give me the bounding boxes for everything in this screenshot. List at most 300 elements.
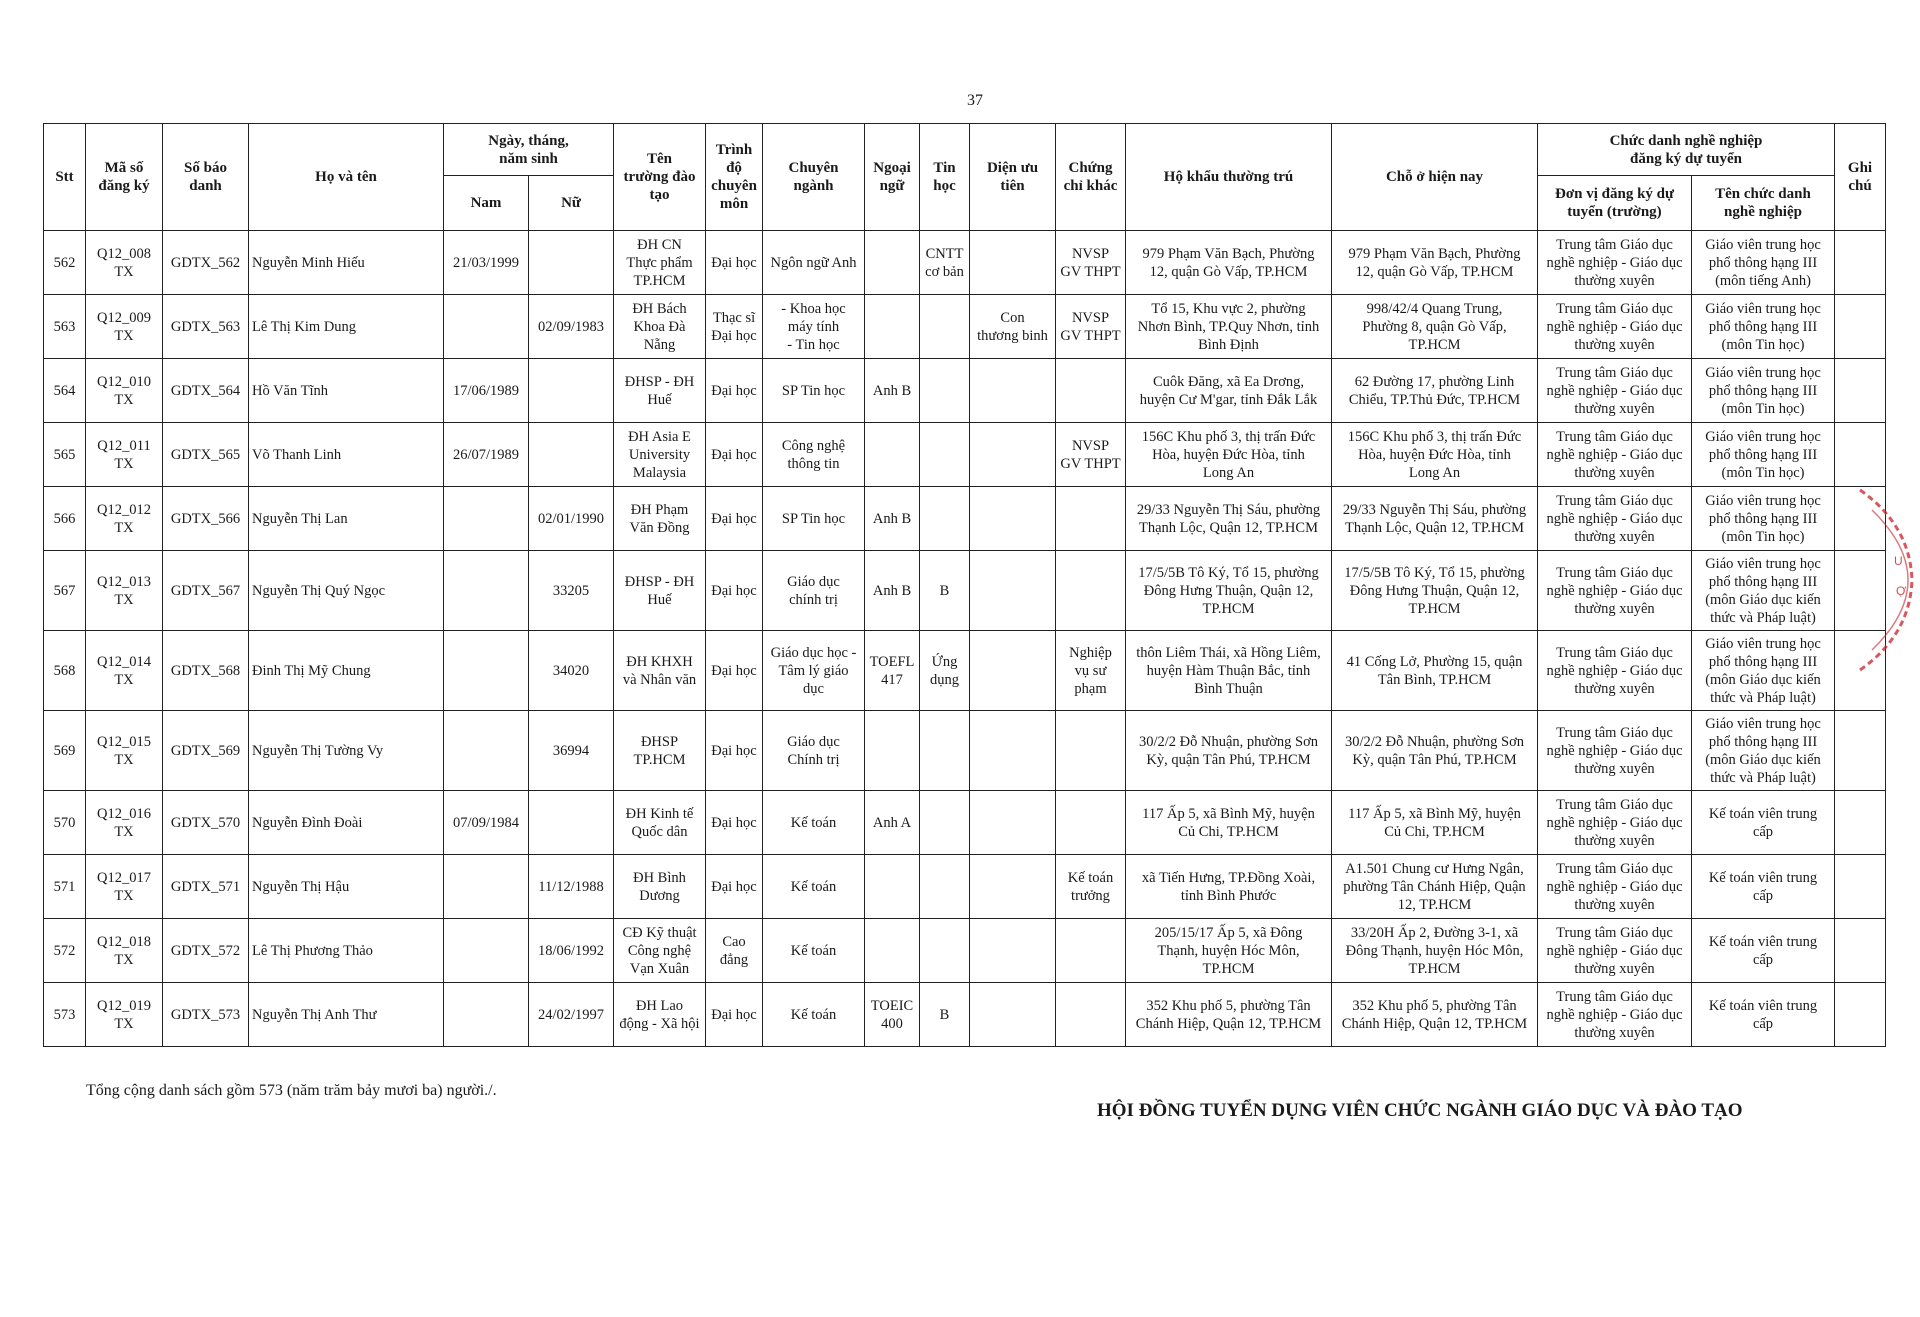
stt-cell	[44, 423, 86, 487]
job-title-cell-text: Giáo viên trung học phổ thông hạng III (môn Tin học)	[1705, 428, 1821, 481]
stt-cell	[44, 791, 86, 855]
priority-cell	[970, 631, 1056, 711]
name-cell	[249, 231, 444, 295]
ma-so-cell	[86, 295, 163, 359]
language-cell	[865, 711, 920, 791]
name-cell	[249, 359, 444, 423]
header-nu: Nữ	[529, 176, 614, 231]
certificate-cell	[1056, 791, 1126, 855]
current-address-cell-text: 117 Ấp 5, xã Bình Mỹ, huyện Củ Chi, TP.HCM	[1348, 805, 1521, 840]
certificate-cell	[1056, 231, 1126, 295]
school-cell-text: ĐH Lao động - Xã hội	[619, 997, 700, 1032]
name-cell	[249, 855, 444, 919]
stt-cell-text: 570	[53, 814, 76, 831]
so-bao-danh-cell	[163, 631, 249, 711]
name-cell-text: Lê Thị Phương Thảo	[252, 942, 373, 959]
unit-cell-text: Trung tâm Giáo dục nghề nghiệp - Giáo dục thường xuyên	[1546, 428, 1683, 481]
dob-nu-cell	[529, 983, 614, 1047]
permanent-address-cell	[1126, 423, 1332, 487]
header-ghi-chu: Ghi chú	[1835, 124, 1886, 231]
certificate-cell	[1056, 487, 1126, 551]
note-cell	[1835, 919, 1886, 983]
certificate-cell	[1056, 359, 1126, 423]
header-ho-khau: Hộ khẩu thường trú	[1126, 124, 1332, 231]
major-cell	[763, 711, 865, 791]
dob-nam-cell	[444, 631, 529, 711]
ma-so-cell-text: Q12_016 TX	[97, 805, 151, 840]
it-cell	[920, 359, 970, 423]
major-cell-text: Kế toán	[790, 878, 837, 895]
unit-cell	[1538, 919, 1692, 983]
table-row	[44, 855, 1886, 919]
header-dien-uu-tien: Diện ưu tiên	[970, 124, 1056, 231]
stt-cell	[44, 919, 86, 983]
so-bao-danh-cell-text: GDTX_570	[170, 814, 241, 831]
ma-so-cell	[86, 423, 163, 487]
stt-cell-text: 572	[53, 942, 76, 959]
degree-cell-text: Đại học	[711, 1006, 757, 1023]
table-header	[44, 124, 1886, 231]
major-cell	[763, 983, 865, 1047]
degree-cell-text: Đại học	[711, 510, 757, 527]
certificate-cell	[1056, 919, 1126, 983]
unit-cell	[1538, 423, 1692, 487]
svg-text:U: U	[1894, 554, 1903, 568]
stt-cell	[44, 551, 86, 631]
note-cell	[1835, 791, 1886, 855]
current-address-cell-text: 29/33 Nguyễn Thị Sáu, phường Thạnh Lộc, Quận 12, TP.HCM	[1342, 501, 1527, 536]
permanent-address-cell	[1126, 983, 1332, 1047]
table-row	[44, 423, 1886, 487]
major-cell	[763, 359, 865, 423]
unit-cell	[1538, 791, 1692, 855]
job-title-cell-text: Kế toán viên trung cấp	[1708, 869, 1818, 904]
dob-nu-cell	[529, 423, 614, 487]
language-cell	[865, 983, 920, 1047]
note-cell	[1835, 295, 1886, 359]
certificate-cell	[1056, 711, 1126, 791]
unit-cell-text: Trung tâm Giáo dục nghề nghiệp - Giáo dục thường xuyên	[1546, 924, 1683, 977]
header-nam: Nam	[444, 176, 529, 231]
job-title-cell-text: Giáo viên trung học phổ thông hạng III (môn Giáo dục kiến thức và Pháp luật)	[1705, 635, 1821, 706]
school-cell	[614, 231, 706, 295]
header-ten-chuc-danh: Tên chức danh nghề nghiệp	[1692, 176, 1835, 231]
dob-nam-cell	[444, 359, 529, 423]
dob-nam-cell	[444, 231, 529, 295]
it-cell	[920, 231, 970, 295]
stt-cell	[44, 631, 86, 711]
priority-cell	[970, 487, 1056, 551]
major-cell-text: Kế toán	[790, 1006, 837, 1023]
header-trinh-do: Trình độ chuyên môn	[706, 124, 763, 231]
certificate-cell-text: NVSP GV THPT	[1060, 437, 1121, 472]
ma-so-cell	[86, 359, 163, 423]
unit-cell-text: Trung tâm Giáo dục nghề nghiệp - Giáo dục thường xuyên	[1546, 300, 1683, 353]
permanent-address-cell	[1126, 487, 1332, 551]
current-address-cell	[1332, 551, 1538, 631]
degree-cell	[706, 231, 763, 295]
table-row	[44, 487, 1886, 551]
stt-cell-text: 569	[53, 742, 76, 759]
ma-so-cell-text: Q12_017 TX	[97, 869, 151, 904]
ma-so-cell-text: Q12_011 TX	[97, 437, 151, 472]
current-address-cell	[1332, 231, 1538, 295]
major-cell-text: Kế toán	[790, 942, 837, 959]
so-bao-danh-cell	[163, 487, 249, 551]
stt-cell-text: 564	[53, 382, 76, 399]
dob-nu-cell	[529, 711, 614, 791]
header-tin-hoc: Tin học	[920, 124, 970, 231]
permanent-address-cell	[1126, 359, 1332, 423]
table-body	[44, 231, 1886, 1047]
dob-nu-cell-text: 11/12/1988	[538, 878, 604, 895]
job-title-cell	[1692, 487, 1835, 551]
language-cell-text: Anh A	[872, 814, 912, 831]
degree-cell	[706, 423, 763, 487]
job-title-cell-text: Kế toán viên trung cấp	[1708, 933, 1818, 968]
job-title-cell-text: Giáo viên trung học phổ thông hạng III (môn Giáo dục kiến thức và Pháp luật)	[1705, 555, 1821, 626]
dob-nu-cell	[529, 231, 614, 295]
certificate-cell	[1056, 631, 1126, 711]
so-bao-danh-cell-text: GDTX_569	[170, 742, 241, 759]
certificate-cell-text: NVSP GV THPT	[1060, 309, 1121, 344]
total-count-text: Tổng cộng danh sách gồm 573 (năm trăm bảy mươi ba) người./.	[86, 1082, 497, 1099]
permanent-address-cell-text: Cuôk Đăng, xã Ea Drơng, huyện Cư M'gar, tỉnh Đắk Lắk	[1139, 373, 1318, 408]
priority-cell	[970, 791, 1056, 855]
stt-cell-text: 573	[53, 1006, 76, 1023]
stt-cell-text: 566	[53, 510, 76, 527]
unit-cell-text: Trung tâm Giáo dục nghề nghiệp - Giáo dục thường xuyên	[1546, 492, 1683, 545]
name-cell-text: Nguyễn Minh Hiếu	[252, 254, 365, 271]
current-address-cell	[1332, 855, 1538, 919]
certificate-cell-text: Kế toán trưởng	[1067, 869, 1114, 904]
table-row	[44, 791, 1886, 855]
major-cell	[763, 855, 865, 919]
so-bao-danh-cell	[163, 295, 249, 359]
so-bao-danh-cell-text: GDTX_562	[170, 254, 241, 271]
name-cell-text: Nguyễn Đình Đoài	[252, 814, 363, 831]
language-cell	[865, 359, 920, 423]
major-cell-text: Công nghệ thông tin	[781, 437, 846, 472]
major-cell	[763, 423, 865, 487]
svg-text:Ợ: Ợ	[1896, 584, 1907, 598]
it-cell	[920, 423, 970, 487]
name-cell	[249, 631, 444, 711]
certificate-cell	[1056, 423, 1126, 487]
degree-cell-text: Đại học	[711, 814, 757, 831]
header-ngay-sinh: Ngày, tháng, năm sinh	[444, 124, 614, 176]
dob-nam-cell-text: 26/07/1989	[452, 446, 520, 463]
job-title-cell-text: Giáo viên trung học phổ thông hạng III (môn Giáo dục kiến thức và Pháp luật)	[1705, 715, 1821, 786]
priority-cell	[970, 551, 1056, 631]
degree-cell	[706, 791, 763, 855]
stt-cell	[44, 855, 86, 919]
degree-cell-text: Thạc sĩ Đại học	[711, 309, 757, 344]
school-cell-text: ĐH CN Thực phẩm TP.HCM	[626, 236, 693, 289]
degree-cell-text: Đại học	[711, 382, 757, 399]
stt-cell	[44, 711, 86, 791]
ma-so-cell	[86, 631, 163, 711]
it-cell	[920, 983, 970, 1047]
name-cell	[249, 791, 444, 855]
it-cell	[920, 487, 970, 551]
table-row	[44, 231, 1886, 295]
current-address-cell-text: 62 Đường 17, phường Linh Chiểu, TP.Thủ Đức, TP.HCM	[1348, 373, 1521, 408]
name-cell-text: Nguyễn Thị Lan	[252, 510, 348, 527]
job-title-cell	[1692, 231, 1835, 295]
dob-nu-cell	[529, 359, 614, 423]
degree-cell-text: Đại học	[711, 878, 757, 895]
unit-cell-text: Trung tâm Giáo dục nghề nghiệp - Giáo dục thường xuyên	[1546, 860, 1683, 913]
it-cell	[920, 295, 970, 359]
degree-cell	[706, 855, 763, 919]
so-bao-danh-cell-text: GDTX_563	[170, 318, 241, 335]
school-cell	[614, 423, 706, 487]
priority-cell	[970, 295, 1056, 359]
school-cell-text: ĐH Kinh tế Quốc dân	[625, 805, 694, 840]
header-chuyen-nganh: Chuyên ngành	[763, 124, 865, 231]
degree-cell-text: Cao đẳng	[719, 933, 749, 968]
page-number: 37	[967, 92, 983, 109]
priority-cell	[970, 855, 1056, 919]
permanent-address-cell	[1126, 295, 1332, 359]
school-cell	[614, 711, 706, 791]
language-cell-text: Anh B	[872, 582, 912, 599]
unit-cell	[1538, 631, 1692, 711]
job-title-cell	[1692, 791, 1835, 855]
job-title-cell	[1692, 711, 1835, 791]
degree-cell-text: Đại học	[711, 254, 757, 271]
unit-cell-text: Trung tâm Giáo dục nghề nghiệp - Giáo dục thường xuyên	[1546, 796, 1683, 849]
it-cell-text: CNTT cơ bản	[925, 245, 964, 280]
job-title-cell-text: Giáo viên trung học phổ thông hạng III (môn Tin học)	[1705, 492, 1821, 545]
priority-cell-text: Con thương binh	[977, 309, 1048, 344]
so-bao-danh-cell-text: GDTX_567	[170, 582, 241, 599]
so-bao-danh-cell	[163, 231, 249, 295]
job-title-cell	[1692, 631, 1835, 711]
note-cell	[1835, 231, 1886, 295]
job-title-cell	[1692, 983, 1835, 1047]
school-cell	[614, 487, 706, 551]
note-cell	[1835, 711, 1886, 791]
dob-nam-cell	[444, 919, 529, 983]
ma-so-cell	[86, 711, 163, 791]
so-bao-danh-cell-text: GDTX_571	[170, 878, 241, 895]
job-title-cell	[1692, 359, 1835, 423]
major-cell-text: Giáo dục chính trị	[787, 573, 840, 608]
degree-cell	[706, 295, 763, 359]
major-cell	[763, 919, 865, 983]
so-bao-danh-cell	[163, 423, 249, 487]
major-cell-text: Giáo dục học - Tâm lý giáo dục	[770, 644, 857, 697]
language-cell-text: TOEFL 417	[869, 653, 915, 688]
permanent-address-cell-text: 352 Khu phố 5, phường Tân Chánh Hiệp, Quận 12, TP.HCM	[1135, 997, 1322, 1032]
language-cell	[865, 919, 920, 983]
language-cell	[865, 295, 920, 359]
ma-so-cell-text: Q12_018 TX	[97, 933, 151, 968]
language-cell-text: TOEIC 400	[870, 997, 914, 1032]
degree-cell	[706, 551, 763, 631]
stt-cell	[44, 359, 86, 423]
major-cell	[763, 487, 865, 551]
degree-cell	[706, 983, 763, 1047]
current-address-cell-text: 156C Khu phố 3, thị trấn Đức Hòa, huyện Đức Hòa, tỉnh Long An	[1347, 428, 1522, 481]
permanent-address-cell	[1126, 231, 1332, 295]
stt-cell-text: 571	[53, 878, 76, 895]
header-ma-so: Mã số đăng ký	[86, 124, 163, 231]
permanent-address-cell	[1126, 631, 1332, 711]
certificate-cell-text: NVSP GV THPT	[1060, 245, 1121, 280]
it-cell	[920, 919, 970, 983]
major-cell-text: Giáo dục Chính trị	[787, 733, 840, 768]
ma-so-cell	[86, 551, 163, 631]
ma-so-cell-text: Q12_014 TX	[97, 653, 151, 688]
permanent-address-cell-text: 205/15/17 Ấp 5, xã Đông Thạnh, huyện Hóc Môn, TP.HCM	[1154, 924, 1303, 977]
ma-so-cell-text: Q12_019 TX	[97, 997, 151, 1032]
current-address-cell-text: 352 Khu phố 5, phường Tân Chánh Hiệp, Quận 12, TP.HCM	[1341, 997, 1528, 1032]
major-cell	[763, 295, 865, 359]
job-title-cell-text: Giáo viên trung học phổ thông hạng III (môn tiếng Anh)	[1705, 236, 1821, 289]
note-cell	[1835, 983, 1886, 1047]
name-cell	[249, 423, 444, 487]
unit-cell	[1538, 855, 1692, 919]
unit-cell-text: Trung tâm Giáo dục nghề nghiệp - Giáo dục thường xuyên	[1546, 724, 1683, 777]
job-title-cell-text: Kế toán viên trung cấp	[1708, 805, 1818, 840]
priority-cell	[970, 231, 1056, 295]
dob-nu-cell	[529, 631, 614, 711]
current-address-cell	[1332, 487, 1538, 551]
dob-nam-cell	[444, 711, 529, 791]
job-title-cell-text: Giáo viên trung học phổ thông hạng III (môn Tin học)	[1705, 300, 1821, 353]
note-cell	[1835, 359, 1886, 423]
certificate-cell	[1056, 855, 1126, 919]
current-address-cell-text: 17/5/5B Tô Ký, Tổ 15, phường Đông Hưng Thuận, Quận 12, TP.HCM	[1344, 564, 1525, 617]
job-title-cell	[1692, 551, 1835, 631]
permanent-address-cell-text: 30/2/2 Đỗ Nhuận, phường Sơn Kỳ, quận Tân Phú, TP.HCM	[1138, 733, 1319, 768]
priority-cell	[970, 919, 1056, 983]
dob-nam-cell-text: 07/09/1984	[452, 814, 520, 831]
permanent-address-cell	[1126, 855, 1332, 919]
it-cell	[920, 631, 970, 711]
ma-so-cell	[86, 855, 163, 919]
major-cell	[763, 231, 865, 295]
dob-nam-cell	[444, 487, 529, 551]
school-cell-text: ĐHSP TP.HCM	[633, 733, 686, 768]
language-cell-text: Anh B	[872, 382, 912, 399]
dob-nu-cell	[529, 919, 614, 983]
language-cell	[865, 231, 920, 295]
current-address-cell	[1332, 919, 1538, 983]
unit-cell	[1538, 487, 1692, 551]
note-cell	[1835, 423, 1886, 487]
permanent-address-cell	[1126, 711, 1332, 791]
dob-nam-cell	[444, 855, 529, 919]
certificate-cell-text: Nghiệp vụ sư phạm	[1069, 644, 1112, 697]
degree-cell-text: Đại học	[711, 662, 757, 679]
school-cell	[614, 855, 706, 919]
so-bao-danh-cell-text: GDTX_566	[170, 510, 241, 527]
table-row	[44, 983, 1886, 1047]
header-cho-o: Chỗ ở hiện nay	[1332, 124, 1538, 231]
degree-cell	[706, 711, 763, 791]
name-cell-text: Võ Thanh Linh	[252, 446, 342, 463]
school-cell	[614, 791, 706, 855]
ma-so-cell	[86, 791, 163, 855]
it-cell	[920, 551, 970, 631]
job-title-cell-text: Kế toán viên trung cấp	[1708, 997, 1818, 1032]
header-chung-chi: Chứng chỉ khác	[1056, 124, 1126, 231]
header-truong: Tên trường đào tạo	[614, 124, 706, 231]
so-bao-danh-cell	[163, 791, 249, 855]
dob-nam-cell-text: 17/06/1989	[452, 382, 520, 399]
language-cell	[865, 791, 920, 855]
dob-nu-cell	[529, 295, 614, 359]
name-cell-text: Lê Thị Kim Dung	[252, 318, 357, 335]
job-title-cell	[1692, 423, 1835, 487]
name-cell	[249, 487, 444, 551]
school-cell	[614, 551, 706, 631]
name-cell	[249, 295, 444, 359]
so-bao-danh-cell	[163, 551, 249, 631]
it-cell	[920, 791, 970, 855]
degree-cell	[706, 359, 763, 423]
unit-cell	[1538, 983, 1692, 1047]
so-bao-danh-cell-text: GDTX_564	[170, 382, 241, 399]
certificate-cell	[1056, 551, 1126, 631]
job-title-cell	[1692, 855, 1835, 919]
permanent-address-cell-text: 117 Ấp 5, xã Bình Mỹ, huyện Củ Chi, TP.HCM	[1142, 805, 1315, 840]
dob-nu-cell-text: 33205	[552, 582, 590, 599]
name-cell-text: Nguyễn Thị Quý Ngọc	[252, 582, 386, 599]
major-cell-text: Ngôn ngữ Anh	[770, 254, 857, 271]
unit-cell-text: Trung tâm Giáo dục nghề nghiệp - Giáo dục thường xuyên	[1546, 564, 1683, 617]
permanent-address-cell	[1126, 791, 1332, 855]
table-row	[44, 295, 1886, 359]
unit-cell-text: Trung tâm Giáo dục nghề nghiệp - Giáo dục thường xuyên	[1546, 236, 1683, 289]
name-cell	[249, 983, 444, 1047]
language-cell	[865, 855, 920, 919]
permanent-address-cell-text: 979 Phạm Văn Bạch, Phường 12, quận Gò Vấp, TP.HCM	[1142, 245, 1315, 280]
dob-nu-cell-text: 24/02/1997	[537, 1006, 605, 1023]
so-bao-danh-cell	[163, 855, 249, 919]
dob-nam-cell	[444, 983, 529, 1047]
table-row	[44, 919, 1886, 983]
current-address-cell	[1332, 359, 1538, 423]
header-chuc-danh: Chức danh nghề nghiệp đăng ký dự tuyển	[1538, 124, 1835, 176]
stt-cell	[44, 295, 86, 359]
unit-cell-text: Trung tâm Giáo dục nghề nghiệp - Giáo dục thường xuyên	[1546, 988, 1683, 1041]
ma-so-cell-text: Q12_010 TX	[97, 373, 151, 408]
so-bao-danh-cell-text: GDTX_565	[170, 446, 241, 463]
major-cell-text: - Khoa học máy tính - Tin học	[781, 300, 846, 353]
dob-nu-cell-text: 36994	[552, 742, 590, 759]
ma-so-cell	[86, 983, 163, 1047]
dob-nu-cell	[529, 487, 614, 551]
school-cell-text: ĐHSP - ĐH Huế	[624, 373, 695, 408]
school-cell-text: ĐH Asia E University Malaysia	[628, 428, 691, 481]
job-title-cell	[1692, 295, 1835, 359]
school-cell-text: ĐH KHXH và Nhân văn	[622, 653, 697, 688]
so-bao-danh-cell-text: GDTX_573	[170, 1006, 241, 1023]
so-bao-danh-cell-text: GDTX_572	[170, 942, 241, 959]
unit-cell-text: Trung tâm Giáo dục nghề nghiệp - Giáo dục thường xuyên	[1546, 644, 1683, 697]
language-cell	[865, 487, 920, 551]
dob-nu-cell-text: 02/01/1990	[537, 510, 605, 527]
permanent-address-cell	[1126, 919, 1332, 983]
school-cell	[614, 919, 706, 983]
school-cell-text: ĐH Bình Dương	[633, 869, 686, 904]
current-address-cell	[1332, 631, 1538, 711]
